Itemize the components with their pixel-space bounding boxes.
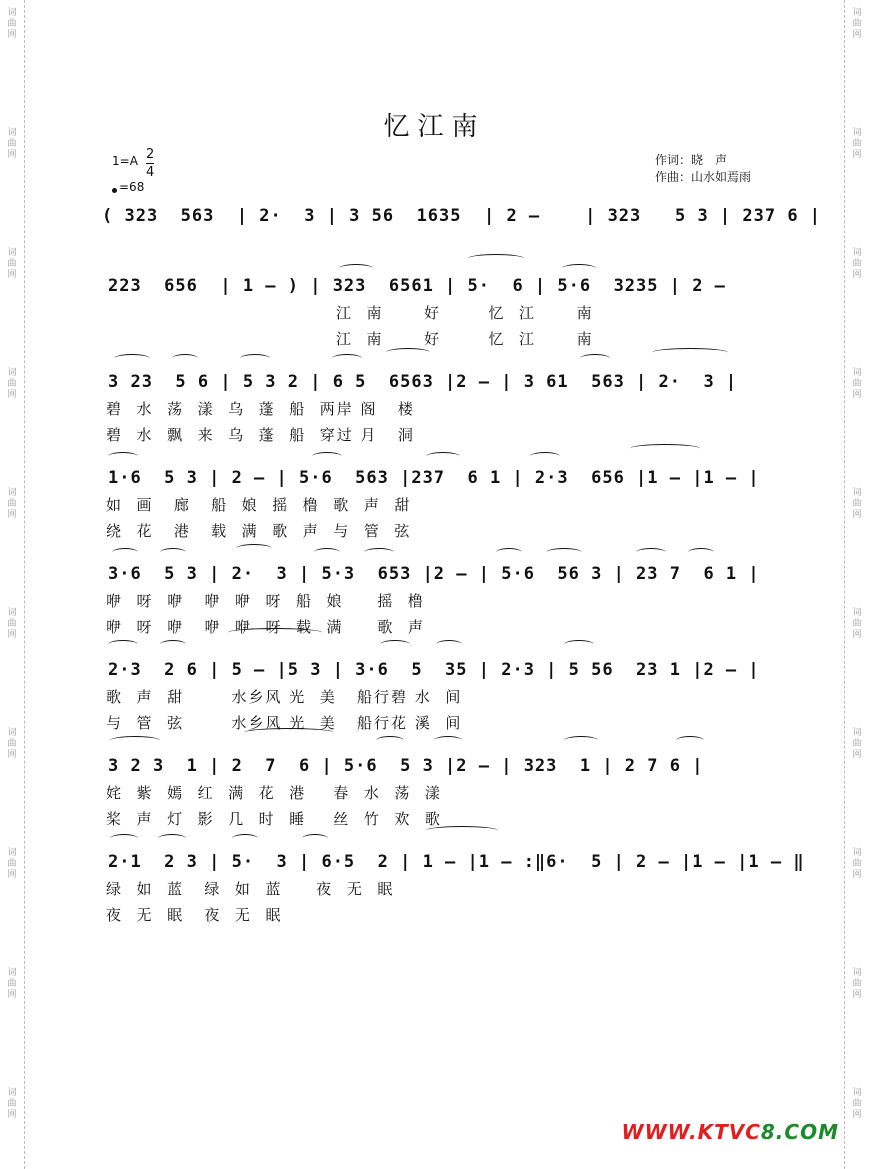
lyrics-verse-2: 桨 声 灯 影 几 时 睡 丝 竹 欢 歌 [106,810,442,828]
slur-mark [426,826,498,835]
slur-mark [436,640,462,649]
website-watermark [622,1120,839,1144]
watermark-mark: 词曲网 [7,608,17,640]
slur-mark [332,354,362,363]
slur-mark [108,640,138,649]
lyrics-verse-2: 绕 花 港 载 满 歌 声 与 管 弦 [106,522,412,540]
slur-mark [232,834,258,843]
lyrics-verse-1: 碧 水 荡 漾 乌 蓬 船 两岸 阁 楼 [106,400,415,418]
watermark-mark: 词曲网 [7,728,17,760]
watermark-mark: 词曲网 [7,848,17,880]
lyrics-verse-1: 如 画 廊 船 娘 摇 橹 歌 声 甜 [106,496,412,514]
slur-mark [380,640,410,649]
song-title: 忆江南 [383,112,486,142]
watermark-mark: 词曲网 [852,728,862,760]
left-margin-watermark [0,0,25,1169]
slur-mark [426,452,460,461]
slur-mark [112,548,138,557]
slur-mark [114,354,150,363]
slur-mark [564,640,594,649]
notation-line: 3 2 3 1 | 2 7 6 | 5·6 5 3 |2 – | 323 1 | 2 7 6 | [108,756,704,776]
slur-mark [546,548,582,557]
watermark-mark: 词曲网 [852,848,862,880]
slur-mark [434,736,462,745]
lyrics-verse-2: 江 南 好 忆 江 南 [336,330,594,348]
lyrics-verse-2: 碧 水 飘 来 乌 蓬 船 穿过 月 洞 [106,426,415,444]
lyrics-verse-1: 歌 声 甜 水乡风 光 美 船行碧 水 间 [106,688,463,706]
watermark-mark: 词曲网 [7,368,17,400]
notation-line: 3·6 5 3 | 2· 3 | 5·3 653 |2 – | 5·6 56 3 | 23 7 6 1 | [108,564,760,584]
watermark-mark: 词曲网 [7,128,17,160]
website-part-2: 8.COM [760,1120,839,1144]
slur-mark [302,834,328,843]
slur-mark [676,736,704,745]
slur-mark [228,628,322,637]
quarter-note-icon [112,188,117,193]
notation-line: 223 656 | 1 – ) | 323 6561 | 5· 6 | 5·6 3235 | 2 – [108,276,726,296]
slur-mark [376,736,404,745]
composer: 作曲：山水如焉雨 [655,170,752,184]
lyricist: 作词：晓 声 [655,153,728,167]
lyrics-verse-1: 咿 呀 咿 咿 咿 呀 船 娘 摇 橹 [106,592,425,610]
notation-line: ( 323 563 | 2· 3 | 3 56 1635 | 2 – | 323 5 3 | 237 6 | [102,206,822,226]
slur-mark [530,452,560,461]
slur-mark [108,452,138,461]
watermark-mark: 词曲网 [852,608,862,640]
watermark-mark: 词曲网 [7,488,17,520]
slur-mark [468,254,524,263]
watermark-mark: 词曲网 [852,248,862,280]
lyrics-verse-2: 咿 呀 咿 咿 咿 呀 载 满 歌 声 [106,618,425,636]
lyrics-verse-1: 江 南 好 忆 江 南 [336,304,594,322]
slur-mark [564,736,598,745]
notation-line: 2·3 2 6 | 5 – |5 3 | 3·6 5 35 | 2·3 | 5 56 23 1 |2 – | [108,660,760,680]
lyrics-verse-2: 夜 无 眠 夜 无 眠 [106,906,283,924]
slur-mark [580,354,610,363]
watermark-mark: 词曲网 [852,1088,862,1120]
watermark-mark: 词曲网 [852,968,862,1000]
watermark-mark: 词曲网 [7,248,17,280]
slur-mark [110,736,160,745]
slur-mark [652,348,728,357]
slur-mark [158,834,186,843]
lyrics-verse-1: 姹 紫 嫣 红 满 花 港 春 水 荡 漾 [106,784,442,802]
slur-mark [496,548,522,557]
time-signature-bottom: 4 [146,165,155,180]
slur-mark [240,354,270,363]
slur-mark [630,444,700,453]
watermark-mark: 词曲网 [852,8,862,40]
slur-mark [244,728,334,737]
slur-mark [636,548,666,557]
watermark-mark: 词曲网 [7,1088,17,1120]
slur-mark [688,548,714,557]
slur-mark [562,264,596,273]
time-signature [146,146,154,181]
watermark-mark: 词曲网 [852,368,862,400]
credits [655,152,751,186]
slur-mark [339,264,373,273]
lyrics-verse-2: 与 管 弦 水乡风 光 美 船行花 溪 间 [106,714,463,732]
time-signature-top: 2 [146,147,155,162]
slur-mark [312,452,342,461]
watermark-mark: 词曲网 [7,8,17,40]
slur-mark [314,548,340,557]
watermark-mark: 词曲网 [7,968,17,1000]
website-part-1: WWW.KTVC [621,1120,761,1144]
slur-mark [110,834,138,843]
slur-mark [386,348,430,357]
watermark-mark: 词曲网 [852,128,862,160]
notation-line: 3 23 5 6 | 5 3 2 | 6 5 6563 |2 – | 3 61 563 | 2· 3 | [108,372,738,392]
slur-mark [236,544,272,553]
notation-line: 2·1 2 3 | 5· 3 | 6·5 2 | 1 – |1 – :‖6· 5 | 2 – |1 – |1 – ‖ [108,852,805,872]
lyrics-verse-1: 绿 如 蓝 绿 如 蓝 夜 无 眠 [106,880,395,898]
key-signature: 1=A [112,154,138,168]
slur-mark [160,640,186,649]
slur-mark [172,354,198,363]
right-margin-watermark [844,0,869,1169]
slur-mark [160,548,186,557]
slur-mark [364,548,394,557]
tempo-value: =68 [119,180,145,194]
watermark-mark: 词曲网 [852,488,862,520]
notation-line: 1·6 5 3 | 2 – | 5·6 563 |237 6 1 | 2·3 656 |1 – |1 – | [108,468,760,488]
tempo-marking [112,180,144,194]
